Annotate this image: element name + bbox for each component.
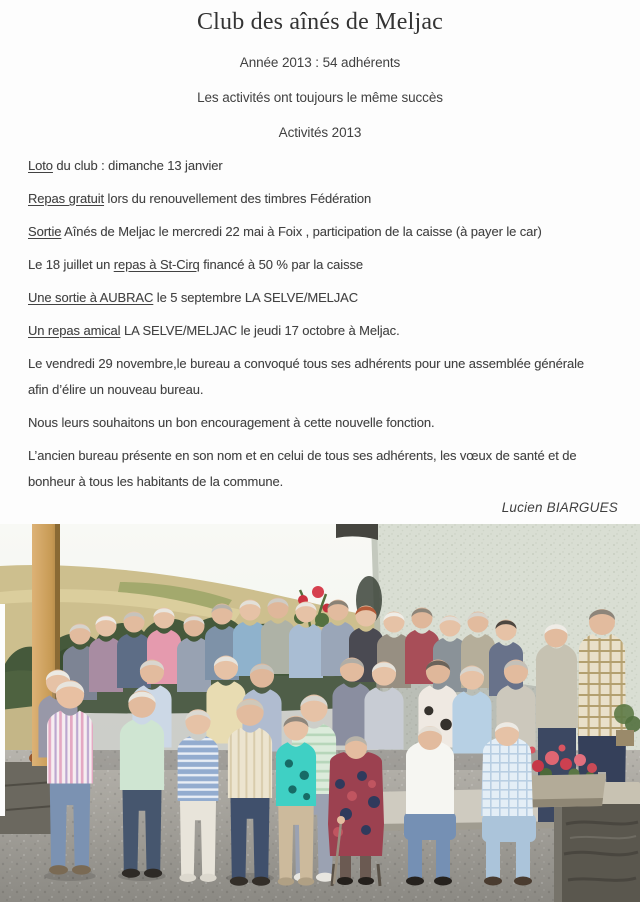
activity-repas-amical-rest: LA SELVE/MELJAC le jeudi 17 octobre à Meljac. <box>120 323 400 338</box>
activity-repas-gratuit-rest: lors du renouvellement des timbres Fédération <box>104 191 372 206</box>
photo-left-margin <box>0 604 5 816</box>
activity-sortie-aubrac-rest: le 5 septembre LA SELVE/MELJAC <box>153 290 359 305</box>
paragraph-assemblee: Le vendredi 29 novembre,le bureau a convoqué tous ses adhérents pour une assemblée générale afin d’élire un nouveau bureau. <box>28 356 585 397</box>
activity-loto-underlined: Loto <box>28 158 53 173</box>
activity-repas-stcirq-rest: financé à 50 % par la caisse <box>199 257 363 272</box>
activity-repas-stcirq-pre: Le 18 juillet un <box>28 257 114 272</box>
activity-repas-amical <box>28 318 630 344</box>
activity-loto-rest: du club : dimanche 13 janvier <box>52 158 223 173</box>
activity-loto <box>28 153 630 179</box>
activity-sortie-foix <box>28 219 630 245</box>
subtitle-activities: Activités 2013 <box>278 125 362 140</box>
activity-repas-gratuit <box>28 186 630 212</box>
paragraph-voeux: L’ancien bureau présente en son nom et en celui de tous ses adhérents, les vœux de santé et de bonheur à tous les habitants de la commune. <box>28 448 577 489</box>
activity-sortie-aubrac-underlined: Une sortie à AUBRAC <box>28 290 154 305</box>
activity-repas-stcirq <box>28 252 630 278</box>
subtitle-success: Les activités ont toujours le même succès <box>197 90 443 105</box>
activity-sortie-foix-rest: Aînés de Meljac le mercredi 22 mai à Foix , participation de la caisse (à payer le car) <box>61 224 542 239</box>
activity-sortie-aubrac <box>28 285 630 311</box>
signature: Lucien BIARGUES <box>501 500 618 515</box>
subtitle-members: Année 2013 : 54 adhérents <box>239 55 401 70</box>
page-title: Club des aînés de Meljac <box>196 9 444 35</box>
activity-repas-gratuit-underlined: Repas gratuit <box>28 191 105 206</box>
group-photo <box>0 524 640 902</box>
activity-repas-amical-underlined: Un repas amical <box>28 323 121 338</box>
group-photo-illustration <box>0 524 640 902</box>
body-text <box>0 143 640 495</box>
paragraph-encouragement: Nous leurs souhaitons un bon encouragement à cette nouvelle fonction. <box>28 415 435 430</box>
activity-repas-stcirq-underlined: repas à St-Cirq <box>113 257 200 272</box>
activity-sortie-foix-underlined: Sortie <box>28 224 62 239</box>
